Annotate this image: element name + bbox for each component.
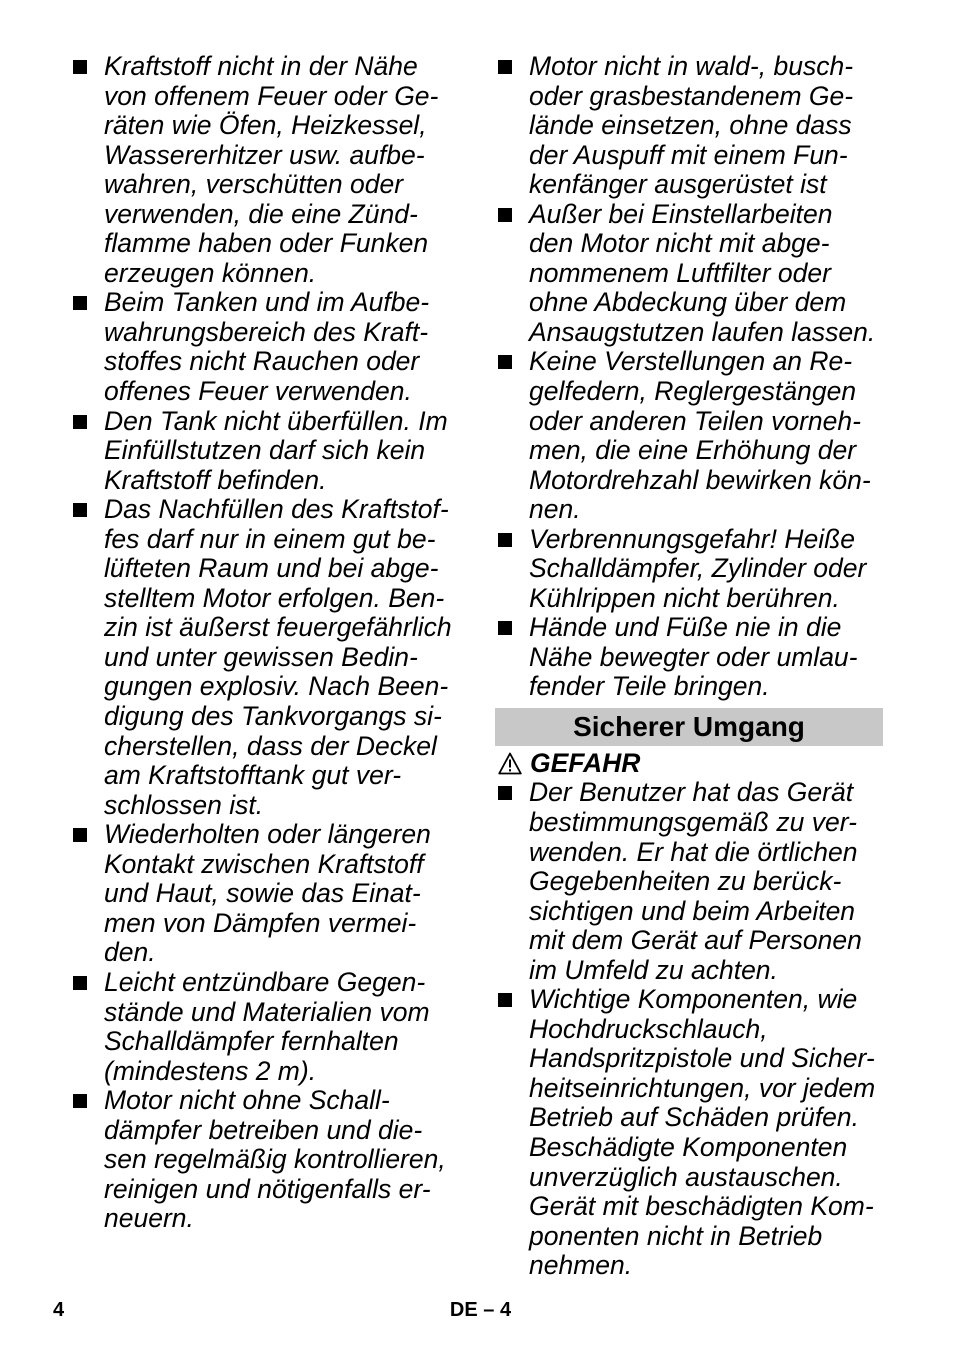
square-bullet-icon [73,415,87,429]
square-bullet-icon [73,503,87,517]
square-bullet-icon [73,976,87,990]
list-item [73,495,473,820]
square-bullet-icon [498,993,512,1007]
list-item-text: Den Tank nicht überfüllen. Im Einfüllstutzen darf sich kein Kraftstoff befinden. [104,405,448,495]
list-item-text: Motor nicht ohne Schall- dämpfer betreiben und die- sen regelmäßig kontrollieren, reinigen und nötigenfalls er- neuern. [104,1085,446,1234]
square-bullet-icon [498,533,512,547]
list-item [73,820,473,968]
list-item [498,778,898,985]
square-bullet-icon [73,296,87,310]
warning-triangle-icon [498,752,522,775]
danger-warning [498,749,898,779]
list-item-text: Wiederholten oder längeren Kontakt zwischen Kraftstoff und Haut, sowie das Einat- men von Dämpfen vermei- den. [104,819,431,968]
list-item [498,347,898,524]
square-bullet-icon [498,208,512,222]
list-item-text: Das Nachfüllen des Kraftstof- fes darf nur in einem gut be- lüfteten Raum und bei abge- stelltem Motor erfolgen. Ben- zin ist äußerst feuergefährlich und unter gewissen Bedin- gungen explosiv. Nach Been- digung des Tankvorgangs si- cherstellen, dass der Deckel am Kraftstofftank gut ver- schlossen ist. [104,494,452,820]
square-bullet-icon [73,1094,87,1108]
left-column [73,52,473,1234]
list-item-text: Wichtige Komponenten, wie Hochdruckschlauch, Handspritzpistole und Sicher- heitseinrichtungen, vor jedem Betrieb auf Schäden prüfen. Beschädigte Komponenten unverzüglich austauschen. Gerät mit beschädigten Kom- ponenten nicht in Betrieb nehmen. [529,984,876,1281]
page-label: DE – 4 [449,1299,512,1321]
list-item [73,1086,473,1234]
list-item-text: Hände und Füße nie in die Nähe bewegter oder umlau- fender Teile bringen. [529,612,858,702]
list-item-text: Beim Tanken und im Aufbe- wahrungsbereich des Kraft- stoffes nicht Rauchen oder offenes Feuer verwenden. [104,287,430,407]
square-bullet-icon [73,60,87,74]
list-item [498,525,898,614]
section-heading-text: Sicherer Umgang [573,710,805,742]
list-item-text: Außer bei Einstellarbeiten den Motor nicht mit abge- nommenem Luftfilter oder ohne Abdeckung über dem Ansaugstutzen laufen lassen. [529,198,876,347]
square-bullet-icon [498,355,512,369]
list-item [73,968,473,1086]
square-bullet-icon [498,786,512,800]
page-number: 4 [53,1299,65,1321]
list-item-text: Motor nicht in wald-, busch- oder grasbestandenem Ge- lände einsetzen, ohne dass der Auspuff mit einem Fun- kenfänger ausgerüstet ist [529,51,854,200]
section-heading [495,708,883,746]
list-item [498,52,898,200]
square-bullet-icon [498,60,512,74]
right-column [498,52,898,1281]
list-item-text: Leicht entzündbare Gegen- stände und Materialien vom Schalldämpfer fernhalten (mindestens 2 m). [104,966,430,1086]
square-bullet-icon [498,621,512,635]
list-item [498,985,898,1280]
list-item-text: Verbrennungsgefahr! Heiße Schalldämpfer, Zylinder oder Kühlrippen nicht berühren. [529,523,867,613]
list-item [73,52,473,288]
danger-label: GEFAHR [530,747,641,778]
list-item [498,613,898,702]
square-bullet-icon [73,828,87,842]
list-item [73,407,473,496]
list-item [498,200,898,348]
list-item-text: Kraftstoff nicht in der Nähe von offenem Feuer oder Ge- räten wie Öfen, Heizkessel, Wassererhitzer usw. aufbe- wahren, verschütten oder verwenden, die eine Zünd- flamme haben oder Funken erzeugen können. [104,51,439,288]
list-item [73,288,473,406]
list-item-text: Der Benutzer hat das Gerät bestimmungsgemäß zu ver- wenden. Er hat die örtlichen Gegebenheiten zu berück- sichtigen und beim Arbeiten mit dem Gerät auf Personen im Umfeld zu achten. [529,777,862,985]
list-item-text: Keine Verstellungen an Re- gelfedern, Reglergestängen oder anderen Teilen vorneh- men, die eine Erhöhung der Motordrehzahl bewirken kön- nen. [529,346,871,525]
